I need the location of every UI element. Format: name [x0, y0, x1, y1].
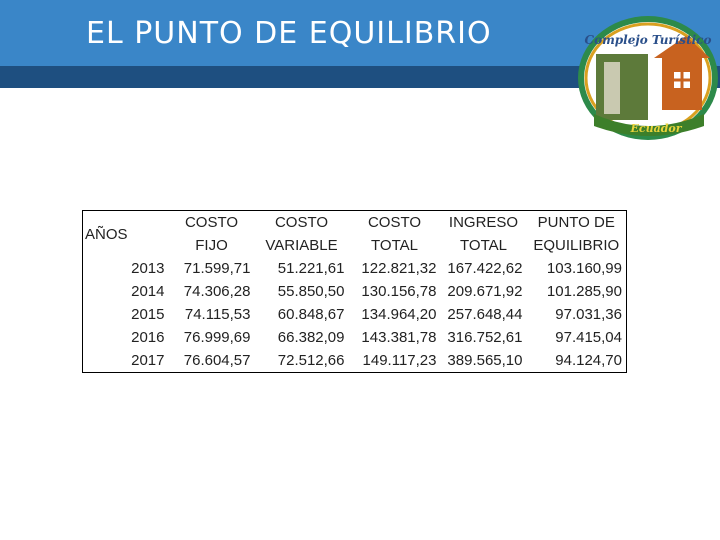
cell-costo-total: 134.964,20 — [361, 306, 437, 323]
cell-costo-variable: 60.848,67 — [277, 306, 345, 323]
cell-punto-equilibrio: 97.031,36 — [555, 306, 622, 323]
logo-icon — [576, 14, 720, 142]
header-ingreso-total: INGRESO TOTAL — [448, 214, 519, 254]
table-row — [83, 280, 627, 303]
cell-punto-equilibrio: 94.124,70 — [555, 352, 622, 369]
cell-costo-variable: 72.512,66 — [277, 352, 345, 369]
header-punto-equilibrio: PUNTO DE EQUILIBRIO — [533, 214, 620, 254]
cell-costo-total: 143.381,78 — [361, 329, 437, 346]
equilibrium-table — [82, 210, 627, 373]
table-row — [83, 303, 627, 326]
cell-ingreso-total: 316.752,61 — [447, 329, 523, 346]
table-header-row — [83, 211, 627, 258]
logo-text-top: Complejo Turístico — [584, 33, 712, 47]
cell-costo-fijo: 76.604,57 — [183, 352, 251, 369]
cell-costo-fijo: 74.115,53 — [184, 306, 251, 323]
cell-costo-total: 130.156,78 — [361, 283, 437, 300]
cell-costo-total: 149.117,23 — [362, 352, 437, 369]
cell-punto-equilibrio: 101.285,90 — [546, 283, 622, 300]
table-row — [83, 326, 627, 349]
header-costo-fijo: COSTO FIJO — [184, 214, 239, 254]
cell-costo-fijo: 71.599,71 — [183, 260, 251, 277]
cell-ingreso-total: 257.648,44 — [447, 306, 523, 323]
cell-costo-fijo: 76.999,69 — [183, 329, 251, 346]
cell-year: 2014 — [131, 283, 165, 300]
cell-ingreso-total: 389.565,10 — [447, 352, 523, 369]
slide-title: EL PUNTO DE EQUILIBRIO — [86, 16, 492, 51]
cell-year: 2015 — [131, 306, 165, 323]
header-anos: AÑOS — [85, 225, 128, 243]
header-costo-total: COSTO TOTAL — [367, 214, 422, 254]
cell-costo-variable: 66.382,09 — [277, 329, 345, 346]
header-costo-variable: COSTO VARIABLE — [265, 214, 338, 254]
cell-year: 2017 — [131, 352, 165, 369]
cell-punto-equilibrio: 103.160,99 — [546, 260, 622, 277]
cell-year: 2013 — [131, 260, 165, 277]
cell-costo-total: 122.821,32 — [361, 260, 437, 277]
cell-year: 2016 — [131, 329, 165, 346]
cell-punto-equilibrio: 97.415,04 — [555, 329, 622, 346]
cell-costo-variable: 51.221,61 — [277, 260, 345, 277]
cell-costo-variable: 55.850,50 — [277, 283, 345, 300]
cell-costo-fijo: 74.306,28 — [183, 283, 251, 300]
table-row — [83, 349, 627, 373]
cell-ingreso-total: 167.422,62 — [447, 260, 523, 277]
cell-ingreso-total: 209.671,92 — [447, 283, 523, 300]
logo-text-bottom: Ecuador — [630, 122, 682, 135]
table-row — [83, 257, 627, 280]
